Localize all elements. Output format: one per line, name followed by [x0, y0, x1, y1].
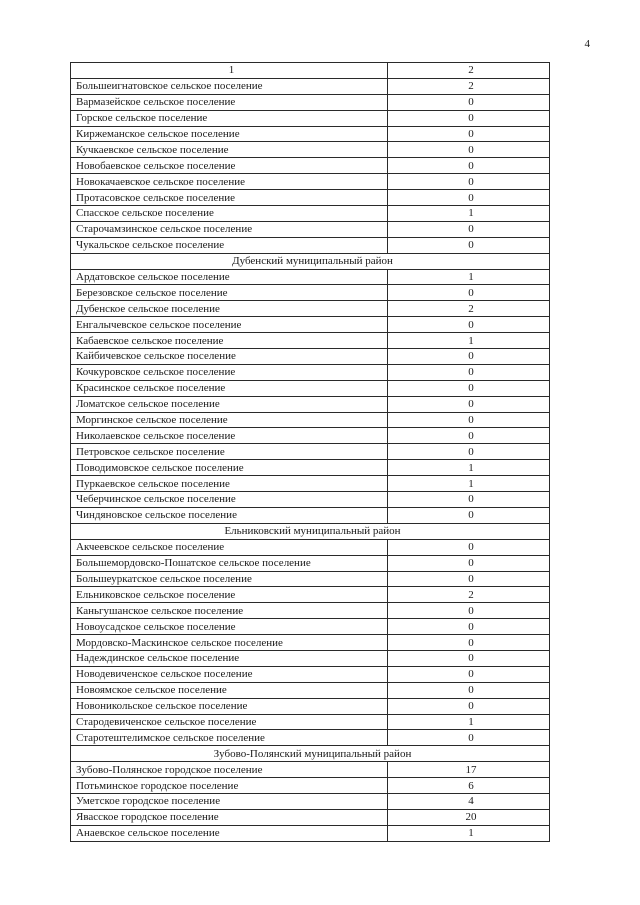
settlement-name: Дубенское сельское поселение — [71, 301, 388, 317]
settlement-value: 0 — [388, 110, 550, 126]
table-row — [71, 428, 550, 444]
table-row — [71, 460, 550, 476]
table-row — [71, 555, 550, 571]
table-row — [71, 635, 550, 651]
settlement-value: 0 — [388, 539, 550, 555]
table-row — [71, 492, 550, 508]
page-number: 4 — [584, 38, 590, 50]
settlement-name: Зубово-Полянское городское поселение — [71, 762, 388, 778]
header-col-1: 1 — [71, 63, 388, 79]
table-row — [71, 762, 550, 778]
settlement-value: 0 — [388, 158, 550, 174]
table-row — [71, 364, 550, 380]
settlement-value: 0 — [388, 571, 550, 587]
settlement-name: Анаевское сельское поселение — [71, 825, 388, 841]
table-row — [71, 507, 550, 523]
settlement-value: 0 — [388, 237, 550, 253]
settlement-name: Кучкаевское сельское поселение — [71, 142, 388, 158]
settlement-value: 4 — [388, 793, 550, 809]
settlement-value: 0 — [388, 698, 550, 714]
settlement-value: 0 — [388, 174, 550, 190]
settlement-value: 0 — [388, 380, 550, 396]
settlement-value: 1 — [388, 476, 550, 492]
settlement-name: Моргинское сельское поселение — [71, 412, 388, 428]
district-row — [71, 523, 550, 539]
table-header-row — [71, 63, 550, 79]
settlement-value: 2 — [388, 301, 550, 317]
table-row — [71, 730, 550, 746]
settlement-name: Спасское сельское поселение — [71, 206, 388, 222]
settlement-value: 0 — [388, 364, 550, 380]
table-row — [71, 603, 550, 619]
settlement-name: Чеберчинское сельское поселение — [71, 492, 388, 508]
settlement-value: 0 — [388, 682, 550, 698]
settlement-name: Явасское городское поселение — [71, 809, 388, 825]
table-body — [71, 63, 550, 842]
settlement-name: Березовское сельское поселение — [71, 285, 388, 301]
table-row — [71, 142, 550, 158]
settlement-value: 0 — [388, 126, 550, 142]
table-row — [71, 793, 550, 809]
settlement-name: Потьминское городское поселение — [71, 778, 388, 794]
table-row — [71, 110, 550, 126]
settlement-value: 1 — [388, 714, 550, 730]
district-row — [71, 746, 550, 762]
table-row — [71, 221, 550, 237]
settlement-name: Уметское городское поселение — [71, 793, 388, 809]
table-row — [71, 444, 550, 460]
settlement-name: Старочамзинское сельское поселение — [71, 221, 388, 237]
settlement-value: 0 — [388, 317, 550, 333]
settlement-value: 1 — [388, 333, 550, 349]
table-row — [71, 571, 550, 587]
settlement-value: 0 — [388, 94, 550, 110]
table-row — [71, 778, 550, 794]
settlement-value: 0 — [388, 221, 550, 237]
settlement-name: Новоникольское сельское поселение — [71, 698, 388, 714]
table-row — [71, 174, 550, 190]
table-row — [71, 285, 550, 301]
settlement-name: Кайбичевское сельское поселение — [71, 349, 388, 365]
table-row — [71, 78, 550, 94]
settlement-value: 0 — [388, 603, 550, 619]
settlement-name: Николаевское сельское поселение — [71, 428, 388, 444]
settlement-value: 0 — [388, 444, 550, 460]
table-row — [71, 476, 550, 492]
settlement-value: 20 — [388, 809, 550, 825]
header-col-2: 2 — [388, 63, 550, 79]
table-row — [71, 587, 550, 603]
table-row — [71, 158, 550, 174]
settlement-value: 0 — [388, 285, 550, 301]
settlement-value: 2 — [388, 78, 550, 94]
table-row — [71, 126, 550, 142]
table-row — [71, 666, 550, 682]
settlement-value: 0 — [388, 507, 550, 523]
settlement-value: 0 — [388, 492, 550, 508]
district-name: Ельниковский муниципальный район — [71, 523, 550, 539]
settlement-value: 17 — [388, 762, 550, 778]
settlement-name: Горское сельское поселение — [71, 110, 388, 126]
table-row — [71, 809, 550, 825]
settlements-table — [70, 62, 550, 842]
settlement-value: 0 — [388, 142, 550, 158]
settlement-name: Чиндяновское сельское поселение — [71, 507, 388, 523]
table-row — [71, 412, 550, 428]
settlement-value: 0 — [388, 666, 550, 682]
settlement-name: Вармазейское сельское поселение — [71, 94, 388, 110]
table-row — [71, 317, 550, 333]
settlement-value: 0 — [388, 190, 550, 206]
settlement-name: Надеждинское сельское поселение — [71, 650, 388, 666]
settlement-name: Старотештелимское сельское поселение — [71, 730, 388, 746]
settlement-value: 1 — [388, 460, 550, 476]
table-row — [71, 301, 550, 317]
settlement-value: 6 — [388, 778, 550, 794]
settlement-name: Большемордовско-Пошатское сельское поселение — [71, 555, 388, 571]
settlement-name: Новоямское сельское поселение — [71, 682, 388, 698]
table-row — [71, 333, 550, 349]
district-name: Дубенский муниципальный район — [71, 253, 550, 269]
settlement-value: 0 — [388, 396, 550, 412]
table-row — [71, 190, 550, 206]
settlement-value: 0 — [388, 412, 550, 428]
settlement-name: Каньгушанское сельское поселение — [71, 603, 388, 619]
settlement-name: Петровское сельское поселение — [71, 444, 388, 460]
table-row — [71, 269, 550, 285]
table-row — [71, 714, 550, 730]
settlement-name: Чукальское сельское поселение — [71, 237, 388, 253]
table-row — [71, 682, 550, 698]
settlement-name: Акчеевское сельское поселение — [71, 539, 388, 555]
settlement-name: Кабаевское сельское поселение — [71, 333, 388, 349]
settlement-name: Поводимовское сельское поселение — [71, 460, 388, 476]
settlement-value: 0 — [388, 730, 550, 746]
table-row — [71, 396, 550, 412]
settlement-value: 0 — [388, 619, 550, 635]
settlement-value: 0 — [388, 555, 550, 571]
table-row — [71, 206, 550, 222]
table-row — [71, 698, 550, 714]
settlement-name: Большеигнатовское сельское поселение — [71, 78, 388, 94]
settlement-name: Протасовское сельское поселение — [71, 190, 388, 206]
settlement-name: Ельниковское сельское поселение — [71, 587, 388, 603]
settlement-name: Новокачаевское сельское поселение — [71, 174, 388, 190]
settlement-value: 0 — [388, 650, 550, 666]
settlement-name: Новоусадское сельское поселение — [71, 619, 388, 635]
settlement-name: Енгалычевское сельское поселение — [71, 317, 388, 333]
settlement-name: Новодевиченское сельское поселение — [71, 666, 388, 682]
settlement-value: 0 — [388, 349, 550, 365]
settlement-name: Кочкуровское сельское поселение — [71, 364, 388, 380]
settlement-name: Красинское сельское поселение — [71, 380, 388, 396]
settlement-name: Стародевиченское сельское поселение — [71, 714, 388, 730]
settlement-value: 1 — [388, 825, 550, 841]
settlement-name: Новобаевское сельское поселение — [71, 158, 388, 174]
table-row — [71, 94, 550, 110]
table-row — [71, 380, 550, 396]
settlement-name: Киржеманское сельское поселение — [71, 126, 388, 142]
district-name: Зубово-Полянский муниципальный район — [71, 746, 550, 762]
table-row — [71, 650, 550, 666]
table-row — [71, 349, 550, 365]
table-row — [71, 237, 550, 253]
settlement-value: 0 — [388, 635, 550, 651]
table-row — [71, 539, 550, 555]
settlement-value: 2 — [388, 587, 550, 603]
settlement-name: Ломатское сельское поселение — [71, 396, 388, 412]
table-row — [71, 825, 550, 841]
settlement-name: Пуркаевское сельское поселение — [71, 476, 388, 492]
settlement-value: 1 — [388, 206, 550, 222]
district-row — [71, 253, 550, 269]
settlement-name: Мордовско-Маскинское сельское поселение — [71, 635, 388, 651]
settlement-name: Большеуркатское сельское поселение — [71, 571, 388, 587]
settlement-value: 1 — [388, 269, 550, 285]
settlement-value: 0 — [388, 428, 550, 444]
table-row — [71, 619, 550, 635]
settlement-name: Ардатовское сельское поселение — [71, 269, 388, 285]
